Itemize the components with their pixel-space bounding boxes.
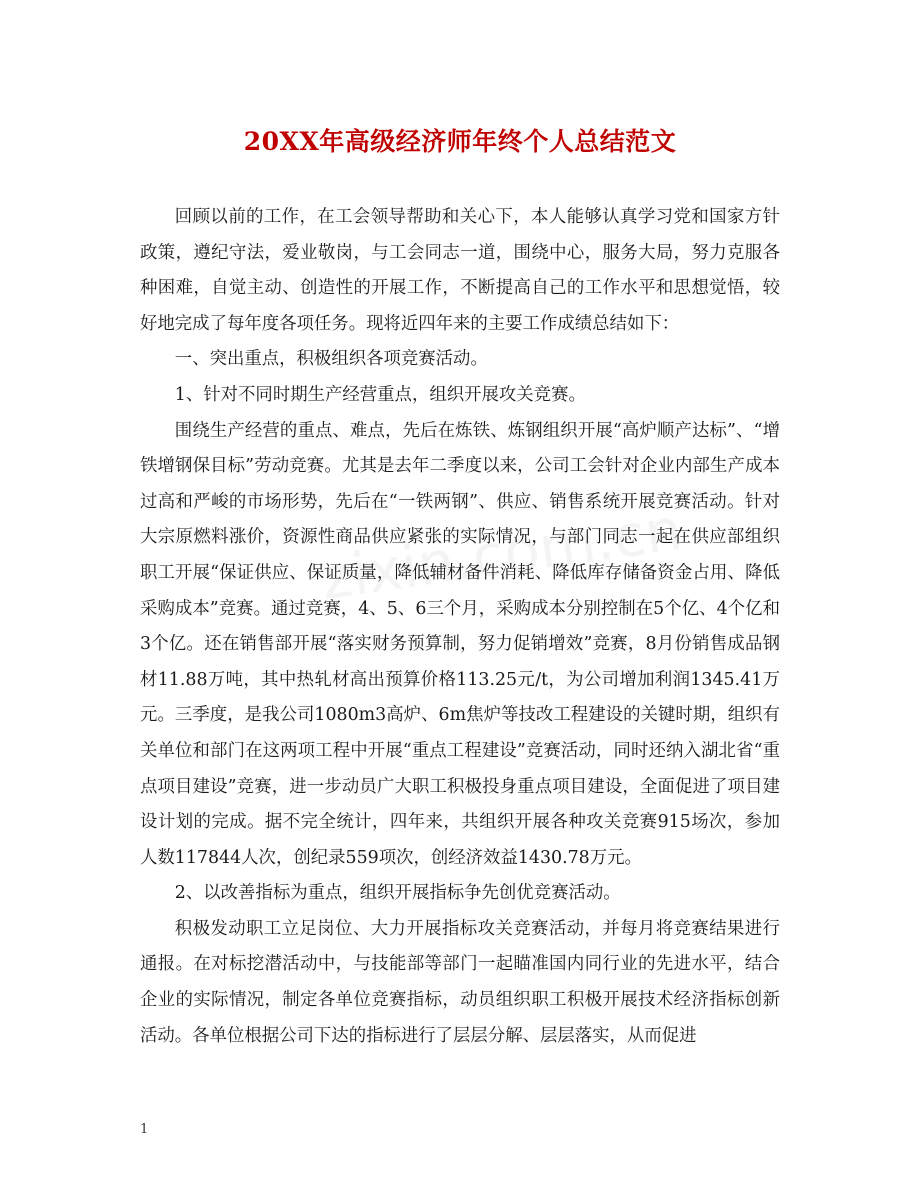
document-title: 20XX年高级经济师年终个人总结范文	[243, 127, 677, 156]
subsection-heading-2: 2、以改善指标为重点，组织开展指标争先创优竞赛活动。	[174, 883, 621, 904]
paragraph-competition: 围绕生产经营的重点、难点，先后在炼铁、炼钢组织开展“高炉顺产达标”、“增铁增钢保目标”劳动竞赛。尤其是去年二季度以来，公司工会针对企业内部生产成本过高和严峻的市场形势，先后在“一铁两钢”、供应、销售系统开展竞赛活动。针对大宗原燃料涨价，资源性商品供应紧张的实际情况，与部门同志一起在供应部组织职工开展“保证供应、保证质量，降低辅材备件消耗、降低库存储备资金占用、降低采购成本”竞赛。通过竞赛，4、5、6三个月，采购成本分别控制在5个亿、4个亿和3个亿。还在销售部开展“落实财务预算制，努力促销增效”竞赛，8月份销售成品钢材11.88万吨，其中热轧材高出预算价格113.25元/t，为公司增加利润1345.41万元。三季度，是我公司1080m3高炉、6m焦炉等技改工程建设的关键时期，组织有关单位和部门在这两项工程中开展“重点工程建设”竞赛活动，同时还纳入湖北省“重点项目建设”竞赛，进一步动员广大职工积极投身重点项目建设，全面促进了项目建设计划的完成。据不完全统计，四年来，共组织开展各种攻关竞赛915场次，参加人数117844人次，创纪录559项次，创经济效益1430.78万元。	[140, 420, 780, 868]
section-heading-1: 一、突出重点，积极组织各项竞赛活动。	[174, 349, 488, 370]
document-body	[140, 200, 780, 1054]
subsection-heading-1: 1、针对不同时期生产经营重点，组织开展攻关竞赛。	[174, 384, 586, 405]
paragraph-intro: 回顾以前的工作，在工会领导帮助和关心下，本人能够认真学习党和国家方针政策，遵纪守法，爱业敬岗，与工会同志一道，围绕中心，服务大局，努力克服各种困难，自觉主动、创造性的开展工作，不断提高自己的工作水平和思想觉悟，较好地完成了每年度各项任务。现将近四年来的主要工作成绩总结如下：	[140, 207, 780, 334]
paragraph-indicators: 积极发动职工立足岗位、大力开展指标攻关竞赛活动，并每月将竞赛结果进行通报。在对标挖潜活动中，与技能部等部门一起瞄准国内同行业的先进水平，结合企业的实际情况，制定各单位竞赛指标，动员组织职工积极开展技术经济指标创新活动。各单位根据公司下达的指标进行了层层分解、层层落实，从而促进	[140, 918, 780, 1046]
page-number: 1	[140, 1122, 149, 1137]
